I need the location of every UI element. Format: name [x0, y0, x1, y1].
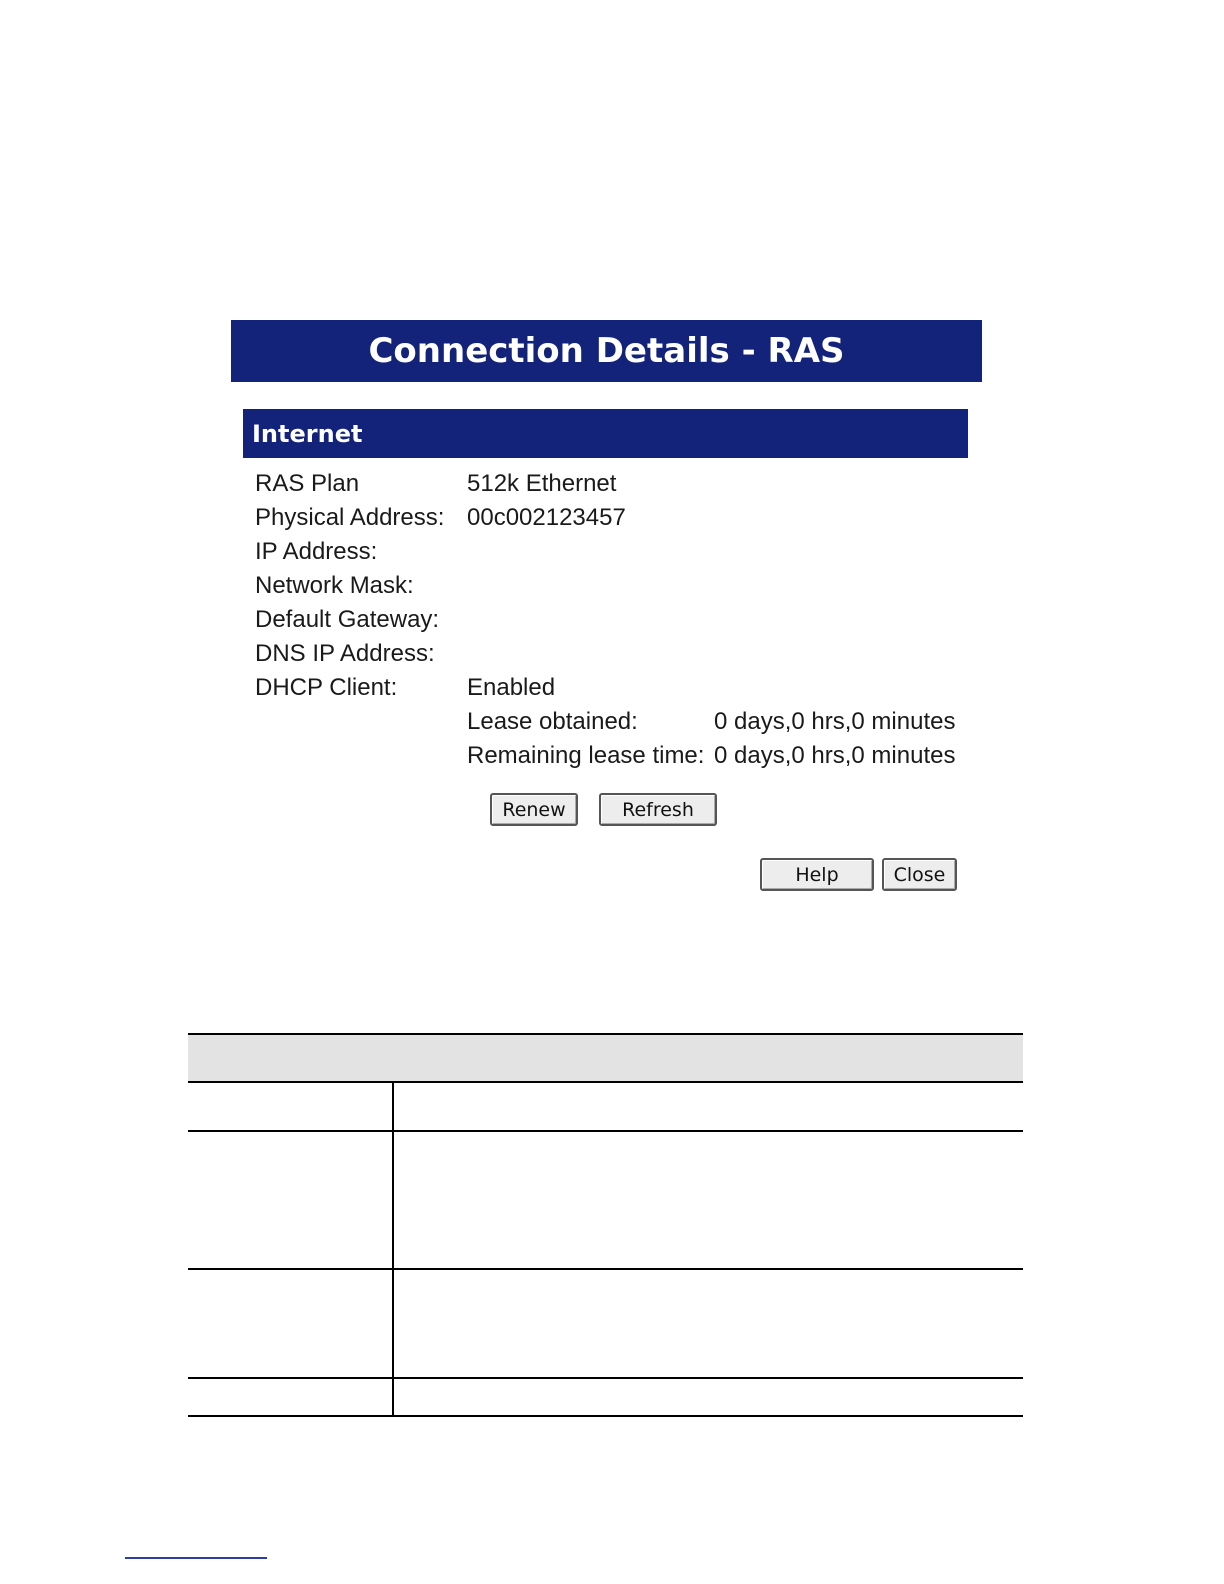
remaining-lease-label: Remaining lease time: — [467, 742, 705, 769]
window-title: Connection Details - RAS — [368, 331, 845, 371]
window-title-bar — [231, 320, 982, 382]
table-divider — [188, 1268, 1023, 1270]
section-title: Internet — [252, 419, 363, 448]
renew-button[interactable]: Renew — [490, 793, 578, 826]
ras-plan-label: RAS Plan — [255, 470, 360, 497]
help-button[interactable]: Help — [760, 858, 874, 891]
dns-ip-address-label: DNS IP Address: — [255, 640, 435, 667]
footnote-rule — [125, 1557, 267, 1559]
physical-address-label: Physical Address: — [255, 504, 445, 531]
default-gateway-label: Default Gateway: — [255, 606, 440, 633]
lease-obtained-value: 0 days,0 hrs,0 minutes — [714, 708, 956, 735]
network-mask-label: Network Mask: — [255, 572, 414, 599]
table-divider — [188, 1377, 1023, 1379]
table-column-divider — [392, 1082, 394, 1417]
ip-address-label: IP Address: — [255, 538, 378, 565]
dhcp-client-value: Enabled — [467, 674, 556, 701]
dhcp-client-label: DHCP Client: — [255, 674, 398, 701]
lease-obtained-label: Lease obtained: — [467, 708, 638, 735]
refresh-button[interactable]: Refresh — [599, 793, 717, 826]
section-header-internet — [243, 409, 968, 458]
table-divider — [188, 1415, 1023, 1417]
close-button[interactable]: Close — [882, 858, 957, 891]
physical-address-value: 00c002123457 — [467, 504, 626, 531]
table-divider — [188, 1081, 1023, 1083]
table-header — [188, 1033, 1023, 1082]
table-divider — [188, 1130, 1023, 1132]
remaining-lease-value: 0 days,0 hrs,0 minutes — [714, 742, 956, 769]
ras-plan-value: 512k Ethernet — [467, 470, 617, 497]
